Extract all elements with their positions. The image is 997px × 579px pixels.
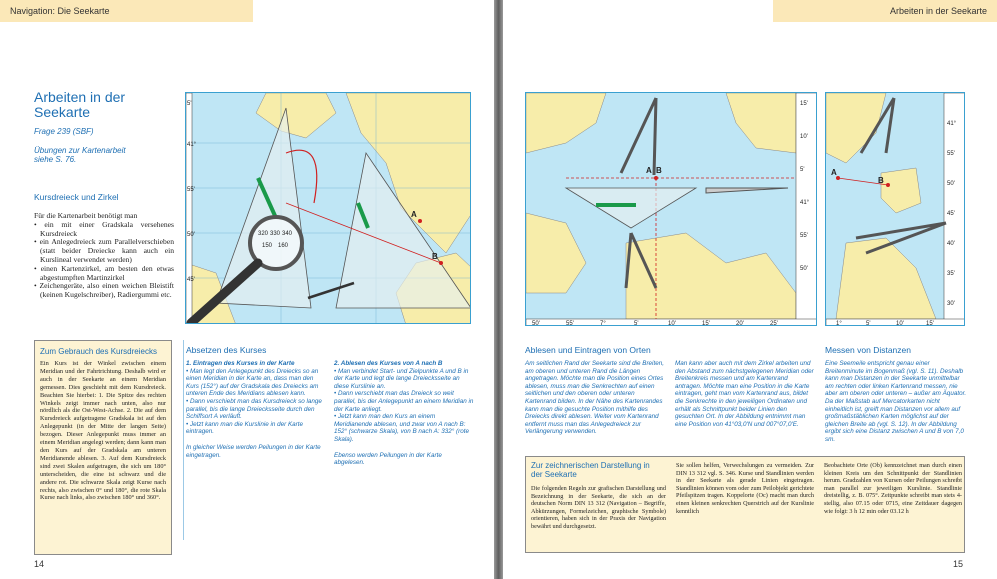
lon-tick: 20' — [736, 321, 744, 326]
lat-tick: 41° — [947, 121, 957, 127]
lon-tick: 5' — [634, 321, 639, 326]
step1-item: • Dann verschiebt man das Kursdreieck so lange parallel, bis die lange Dreiecksseite durch den Schiffsort A verläuft. — [186, 398, 326, 421]
exercise-ref: Übungen zur Kartenarbeit siehe S. 76. — [34, 146, 126, 164]
lat-tick: 30' — [947, 301, 955, 307]
lat-tick: 41° — [800, 200, 810, 206]
scale-value: 320 — [258, 231, 269, 237]
step2-item: • Man verbindet Start- und Zielpunkte A und B in der Karte und legt die lange Dreiecksseite an diese Kurslinie an. — [334, 368, 474, 391]
step1-note: In gleicher Weise werden Peilungen in der Karte eingetragen. — [186, 443, 321, 459]
step1-list — [186, 368, 326, 436]
chart-figure-positions — [525, 92, 817, 326]
lat-tick: 40' — [947, 241, 955, 247]
point-a-label: A — [646, 166, 652, 175]
box-heading: Zur zeichnerischen Darstellung in der Seekarte — [531, 461, 650, 479]
info-box-darstellung — [525, 456, 965, 553]
lat-tick: 50' — [187, 232, 195, 238]
step2-item: • Dann verschiebt man das Dreieck so weit parallel, bis der Anlegepunkt an einem Meridian in der Karte anliegt. — [334, 390, 474, 413]
box-heading: Zum Gebrauch des Kursdreiecks — [40, 347, 157, 356]
lat-tick: 50' — [947, 181, 955, 187]
right-page — [503, 0, 997, 579]
lon-tick: 55' — [566, 321, 574, 326]
lon-tick: 5' — [866, 321, 871, 326]
lat-tick: 45' — [187, 277, 195, 283]
equipment-item: • ein Anlegedreieck zum Parallelverschieben (statt beider Dreiecke kann auch ein Kurslineal verwendet werden) — [34, 238, 174, 264]
lat-tick: 55' — [187, 187, 195, 193]
step1-item: • Jetzt kann man die Kurslinie in der Karte eintragen. — [186, 421, 326, 436]
point-b-label: B — [656, 166, 662, 175]
section1-col2: Man kann aber auch mit dem Zirkel arbeiten und den Abstand zum nächstgelegenen Meridian oder Breitenkreis messen und am Kartenrand antragen. Möchte man eine Position in die Karte eintragen, geht man vom Kartenrand aus, bildet die Senkrechte in den jeweiligen Ordinaten und erhält als Schnittpunkt beider Linien den gesuchten Ort. In der Abbildung entnimmt man eine Position von 41°03,0'N und 007°07,0'E. — [675, 360, 814, 428]
section1-col1: Am seitlichen Rand der Seekarte sind die Breiten, am oberen und unteren Rand die Längen angetragen. Möchte man die Position eines Ortes ablesen, muss man die Senkrechten auf einen seitlichen und den oberen oder unteren Kartenrand bilden. In der Nähe des Kartenrandes kann man die gesuchte Position mithilfe des Dreiecks direkt ablesen. Weiter vom Kartenrand entfernt muss man das Anlegedreieck zur Verlängerung verwenden. — [525, 360, 664, 436]
section2-text: Eine Seemeile entspricht genau einer Breitenminute im Bogenmaß (vgl. S. 11). Deshalb kann man Distanzen in der Seekarte unmittelbar am rechten oder linken Kartenrand messen, nie aber am oberen oder unteren – außer am Äquator. Da der Maßstab auf Mercatorkarten nicht einheitlich ist, greift man Distanzen vor allem auf großmaßstäblichen Karten möglichst auf der gleichen Breite ab (vgl. S. 12). In der Abbildung ergibt sich eine Distanz zwischen A und B von 7,0 sm. — [825, 360, 967, 443]
section-heading-absetzen: Absetzen des Kurses — [186, 345, 267, 355]
left-page — [0, 0, 494, 579]
equipment-item: • Zeichengeräte, also einen weichen Bleistift (keinen Kugelschreiber), Radiergummi etc. — [34, 282, 174, 300]
section-heading-ablesen: Ablesen und Eintragen von Orten — [525, 345, 651, 355]
step1-column — [186, 360, 326, 459]
lon-tick: 15' — [926, 321, 934, 326]
info-box-kursdreieck — [34, 340, 172, 555]
box-col3: Beobachtete Orte (Ob) kennzeichnet man durch einen kleinen Kreis um den Schnittpunkt der Standlinien herum. Gradzahlen von Kursen oder Peilungen schreibt man parallel zur jeweiligen Kurslinie. Standlinie dreistellig, z. B. 075°. Zeitpunkte schreibt man stets 4-stellig, also 07.15 oder 0715, eine Zeitdauer dagegen wie folgt: 3 h 12 min oder 03.12 h — [824, 462, 962, 515]
nautical-chart-illustration — [186, 93, 471, 324]
lat-tick: 55' — [947, 151, 955, 157]
point-a-label: A — [831, 168, 837, 177]
chart-figure-course-triangle — [185, 92, 471, 324]
scale-value: 340 — [282, 231, 293, 237]
point-b-label: B — [432, 252, 438, 261]
lat-tick: 5' — [187, 101, 192, 107]
step1-item: • Man legt den Anlegepunkt des Dreiecks so an einen Meridian in der Karte an, dass man den Kurs (152°) auf der Gradskala des Dreiecks am unteren Ende des Meridians ablesen kann. — [186, 368, 326, 398]
scale-value: 150 — [262, 243, 273, 249]
box-col2: Sie sollen helfen, Verwechslungen zu vermeiden. Zur DIN 13 312 vgl. S. 346. Kurse und Standlinien werden in der Seekarte als gerade Linien eingetragen. Standlinien können vom oder zum Peilobjekt gerichtete Pfeilspitzen tragen. Koppelorte (Oc) macht man durch einen kleinen senkrechten Querstrich auf der Kurslinie kenntlich — [676, 462, 814, 515]
lat-tick: 45' — [947, 211, 955, 217]
nautical-chart-positions — [526, 93, 817, 326]
divider — [183, 340, 184, 540]
lon-tick: 1° — [836, 321, 842, 326]
lat-tick: 15' — [800, 101, 808, 107]
lat-tick: 5' — [800, 167, 805, 173]
box-col1: Die folgenden Regeln zur grafischen Darstellung und Bezeichnung in der Seekarte, die sich an der deutschen Norm DIN 13 312 (Navigation – Begriffe, Abkürzungen, Formelzeichen, graphische Symbole) orientieren, haben sich in der Praxis der Navigation bewährt und durchgesetzt. — [531, 485, 666, 530]
lon-tick: 10' — [896, 321, 904, 326]
point-a-label: A — [411, 210, 417, 219]
step2-heading: 2. Ablesen des Kurses von A nach B — [334, 360, 443, 367]
point-b-label: B — [878, 176, 884, 185]
page-title: Arbeiten in der Seekarte — [34, 89, 126, 120]
lat-tick: 41° — [187, 142, 197, 148]
equipment-text — [34, 212, 174, 300]
box-text: Ein Kurs ist der Winkel zwischen einem Meridian und der Fahrtrichtung. Deshalb wird er auch in der Seekarte an einem Meridian gemessen. Dies geschieht mit dem Kursdreieck. Beachten Sie hierbei: 1. Die Spitze des rechten Winkels zeigt immer nach unten, also nur nördlich als die Ost-West-Achse. 2. Die auf dem Kursdreieck aufgetragene Gradskala ist auf den Anlegepunkt (in der Mitte der langen Seite) bezogen. Dieser Anlegepunkt muss immer an einem Meridian angelegt werden; dann kann man den Kurs auf der Gradskala am unteren Meridianende ablesen. 3. Auf dem Kursdreieck sind zwei Skalen aufgetragen, die sich um 180° unterscheiden, die eine ist schwarz und die andere rot. Die schwarze Skala zeigt Kurse nach rechts, also zwischen 0° und 180°, die rote Skala Kurse nach links, also zwischen 180° und 360°. — [40, 360, 166, 502]
section-heading-kursdreieck: Kursdreieck und Zirkel — [34, 192, 119, 202]
lat-tick: 50' — [800, 266, 808, 272]
equipment-list — [34, 221, 174, 300]
step2-note: Ebenso werden Peilungen in der Karte abgelesen. — [334, 451, 442, 467]
left-header: Navigation: Die Seekarte — [0, 0, 253, 22]
question-ref: Frage 239 (SBF) — [34, 127, 94, 136]
step2-item: • Jetzt kann man den Kurs an einem Meridianende ablesen, und zwar von A nach B: 152° (schwarze Skala), von B nach A: 332° (rote Skala). — [334, 413, 474, 443]
lat-tick: 35' — [947, 271, 955, 277]
page-number-left: 14 — [34, 559, 45, 569]
section-heading-distanzen: Messen von Distanzen — [825, 345, 911, 355]
lon-tick: 7° — [600, 321, 606, 326]
lon-tick: 25' — [770, 321, 778, 326]
chart-figure-distances — [825, 92, 965, 326]
equipment-intro: Für die Kartenarbeit benötigt man — [34, 211, 138, 220]
nautical-chart-distances — [826, 93, 965, 326]
step1-heading: 1. Eintragen des Kurses in der Karte — [186, 360, 295, 367]
lon-tick: 50' — [532, 321, 540, 326]
box-col1-wrapper — [526, 457, 668, 482]
page-number-right: 15 — [952, 559, 963, 569]
scale-value: 330 — [270, 231, 281, 237]
right-header: Arbeiten in der Seekarte — [773, 0, 997, 22]
lon-tick: 10' — [668, 321, 676, 326]
lat-tick: 55' — [800, 233, 808, 239]
equipment-item: • ein mit einer Gradskala versehenes Kursdreieck — [34, 221, 174, 239]
step2-column — [334, 360, 474, 467]
lon-tick: 15' — [702, 321, 710, 326]
scale-value: 160 — [278, 243, 289, 249]
lat-tick: 10' — [800, 134, 808, 140]
book-gutter — [494, 0, 503, 579]
equipment-item: • einen Kartenzirkel, am besten den etwas abgestumpften Martinzirkel — [34, 265, 174, 283]
step2-list — [334, 368, 474, 444]
